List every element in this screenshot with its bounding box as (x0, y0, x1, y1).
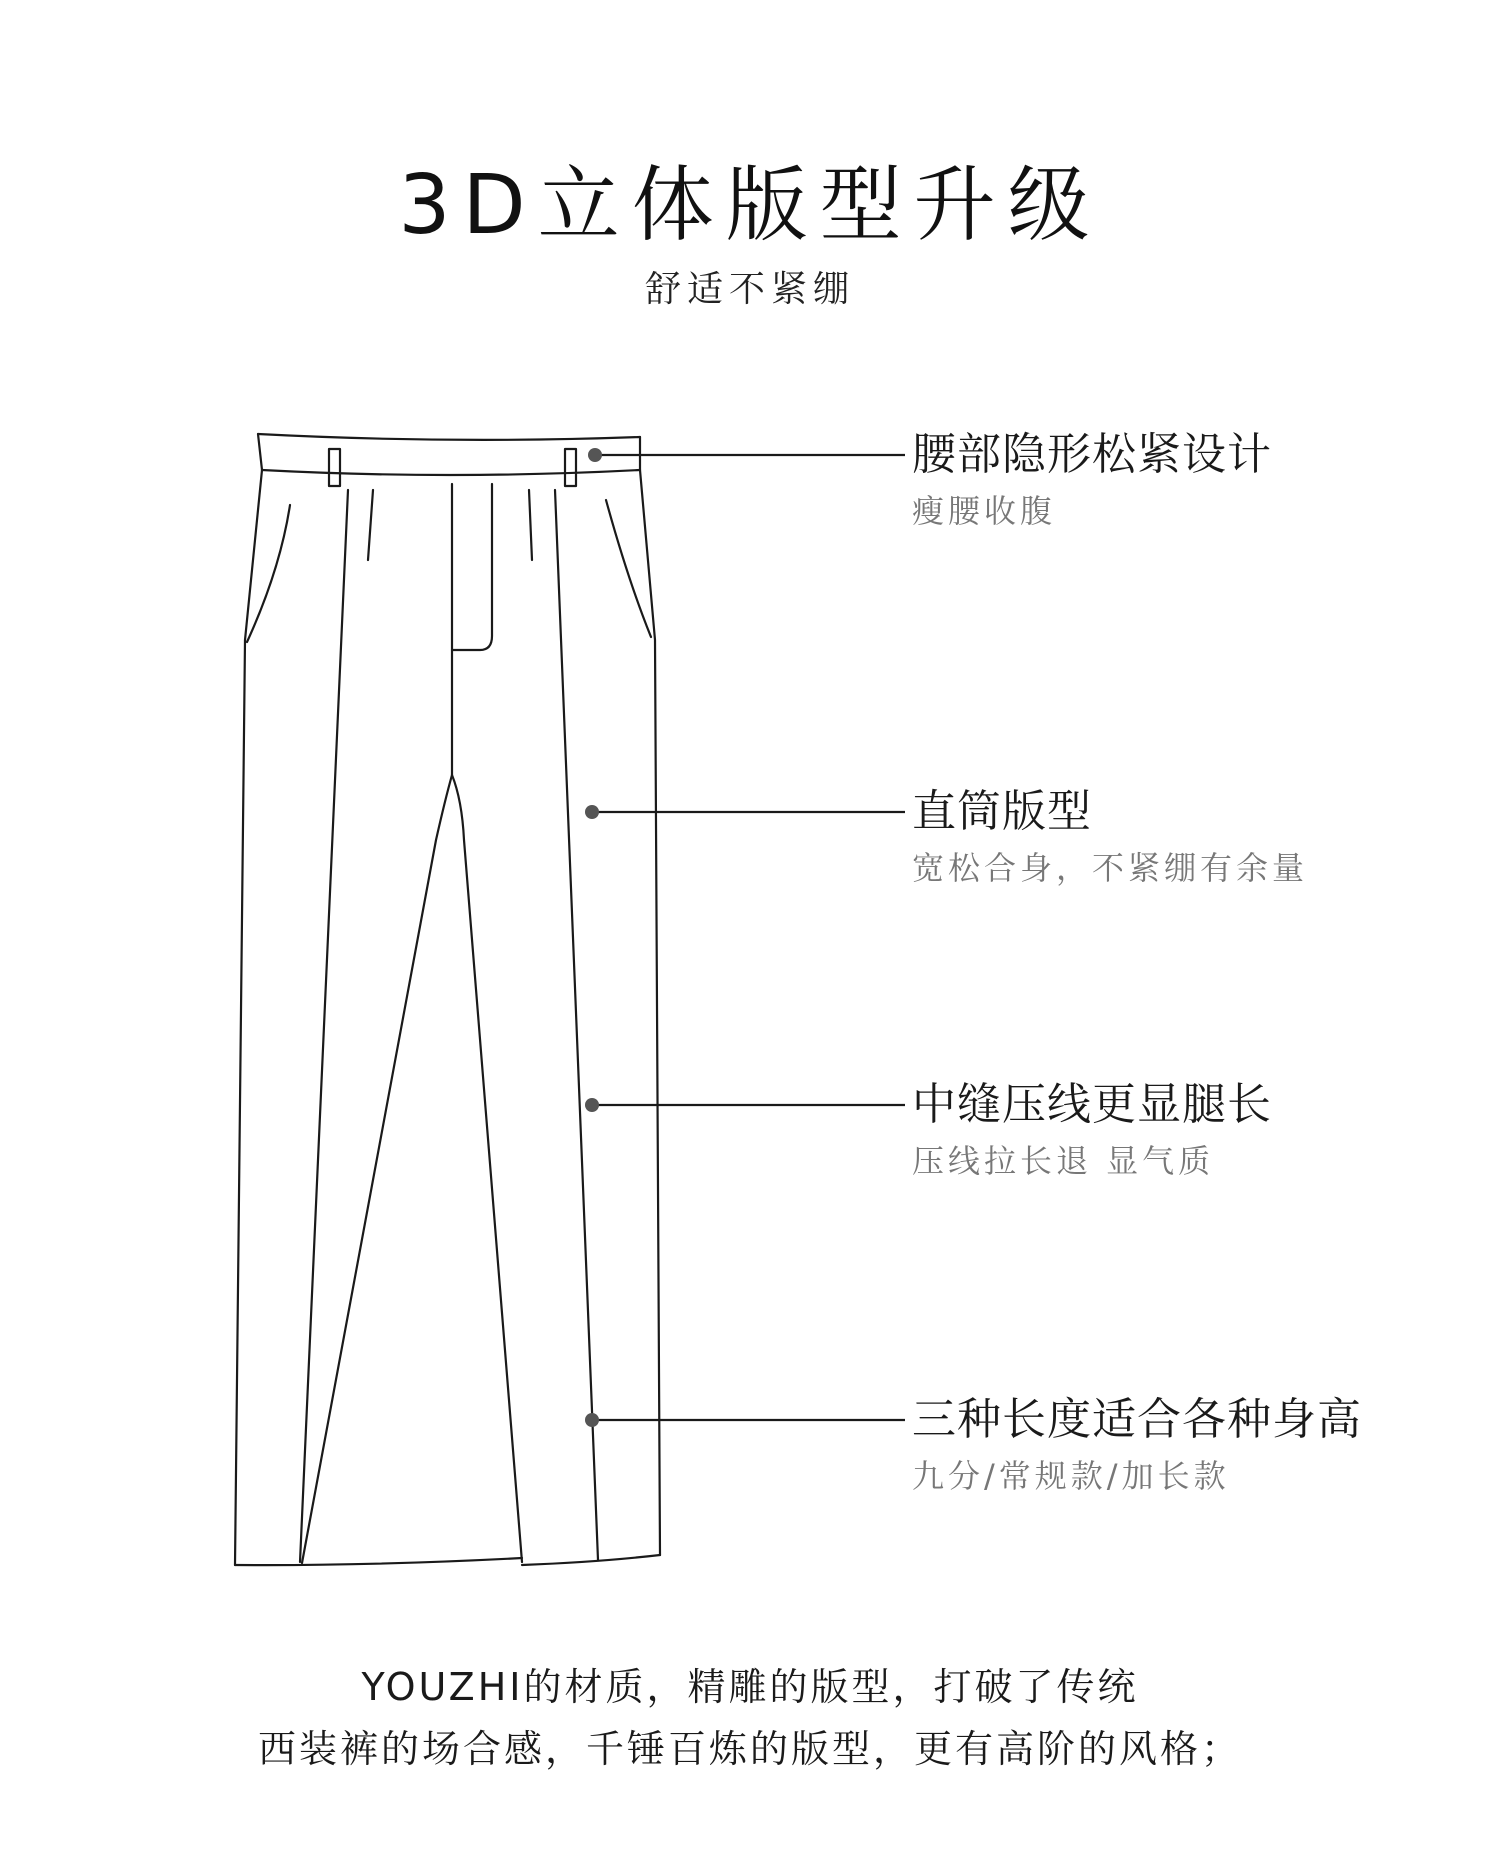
dot-waist (588, 448, 602, 462)
waistband (258, 434, 640, 440)
callout-title: 直筒版型 (912, 786, 1092, 837)
callout-center-seam (912, 1079, 1272, 1180)
belt-loop-left (329, 449, 340, 486)
callout-title: 腰部隐形松紧设计 (912, 429, 1272, 480)
hem-right (522, 1555, 660, 1565)
callout-desc: 九分/常规款/加长款 (912, 1457, 1230, 1495)
page-subtitle: 舒适不紧绷 (644, 269, 855, 310)
pocket-left (247, 505, 290, 642)
dot-seam (585, 1098, 599, 1112)
callout-straight-cut (912, 786, 1309, 887)
crease-right (555, 490, 598, 1560)
hem-left (235, 1558, 522, 1565)
dot-straight (585, 805, 599, 819)
callout-desc: 压线拉长退 显气质 (912, 1142, 1215, 1180)
crease-left (300, 490, 348, 1562)
page-title: 3D立体版型升级 (398, 158, 1102, 253)
outer-seam-left (235, 470, 262, 1565)
callout-waist (912, 429, 1272, 530)
callout-lengths (912, 1394, 1362, 1495)
footer-line-2: 西装裤的场合感，千锤百炼的版型，更有高阶的风格； (257, 1727, 1242, 1771)
callout-desc: 瘦腰收腹 (912, 492, 1057, 530)
callout-title: 三种长度适合各种身高 (912, 1394, 1362, 1445)
callout-desc: 宽松合身，不紧绷有余量 (912, 849, 1309, 887)
footer-line-1: YOUZHI的材质，精雕的版型，打破了传统 (361, 1665, 1139, 1709)
inseam-right (452, 775, 522, 1562)
fly (452, 484, 492, 650)
dot-length (585, 1413, 599, 1427)
callout-title: 中缝压线更显腿长 (912, 1079, 1272, 1130)
belt-loop-right (565, 449, 576, 486)
inseam-left (302, 650, 452, 1563)
